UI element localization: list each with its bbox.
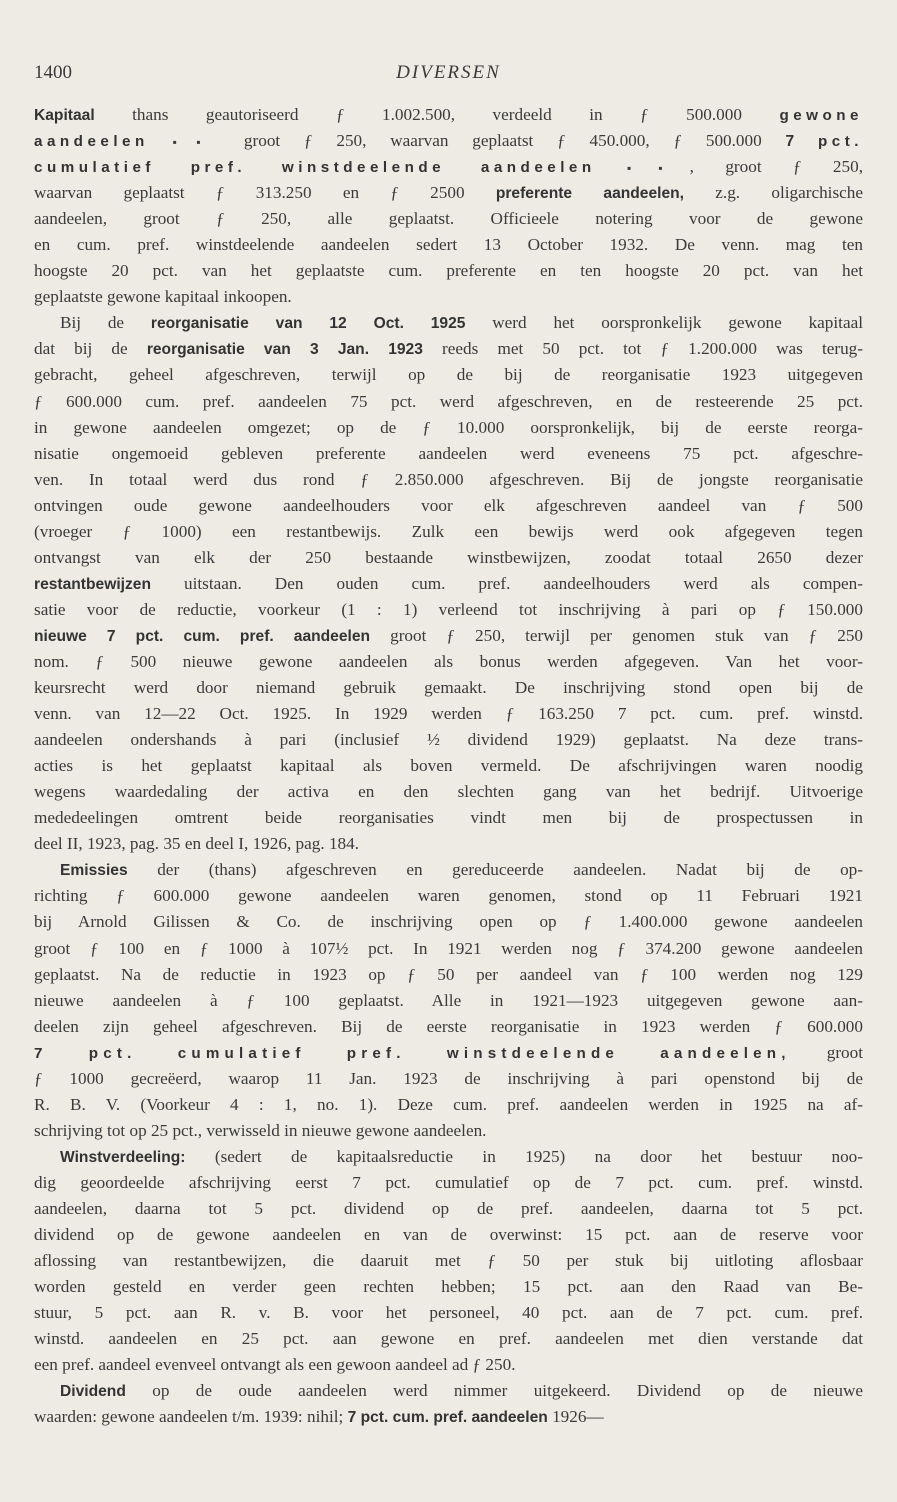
text-line xyxy=(34,1066,863,1092)
text-run: ontvangst van elk der 250 bestaande winstbewijzen, zoodat totaal 2650 dezer xyxy=(34,547,863,567)
bold-term: nieuwe 7 pct. cum. pref. aandeelen xyxy=(34,627,371,645)
text-line xyxy=(34,805,863,831)
text-run: hoogste 20 pct. van het geplaatste cum. preferente en ten hoogste 20 pct. van het xyxy=(34,261,863,281)
text-line xyxy=(34,1378,863,1404)
text-run: ontvingen oude gewone aandeelhouders voor elk afgeschreven aandeel van ƒ 500 xyxy=(34,495,863,515)
text-line xyxy=(34,701,863,727)
text-line xyxy=(34,571,863,597)
bold-term: reorganisatie van 12 Oct. 1925 xyxy=(150,315,466,333)
text-run: keursrecht werd door niemand gebruik gemaakt. De inschrijving stond open bij de xyxy=(34,678,863,698)
text-run: dig geoordeelde afschrijving eerst 7 pct. cumulatief op de 7 pct. cum. pref. winstd. xyxy=(34,1172,863,1192)
text-run: nom. ƒ 500 nieuwe gewone aandeelen als bonus werden afgegeven. Van het voor- xyxy=(34,651,863,671)
text-run: (sedert de kapitaalsreductie in 1925) na door het bestuur noo- xyxy=(185,1146,863,1166)
bold-term: Dividend xyxy=(60,1383,126,1401)
text-run xyxy=(794,131,818,150)
text-line xyxy=(34,284,863,310)
text-run xyxy=(149,131,173,150)
text-line xyxy=(34,1352,863,1378)
text-run: nisatie ongemoeid gebleven preferente aandeelen werd eveneens 75 pct. afgeschre- xyxy=(34,443,863,463)
square-marker: ▪▪ xyxy=(172,135,221,150)
text-run: een pref. aandeel evenveel ontvangt als een gewoon aandeel ad ƒ 250. xyxy=(34,1355,516,1375)
text-run: der (thans) afgeschreven en gereduceerde aandeelen. Nadat bij de op- xyxy=(127,860,863,880)
text-run: 1926— xyxy=(547,1407,604,1427)
text-line xyxy=(34,1092,863,1118)
text-line xyxy=(34,336,863,362)
text-run: (vroeger ƒ 1000) een restantbewijs. Zulk een bewijs werd ook afgegeven tegen xyxy=(34,521,863,541)
bold-term: 7 xyxy=(785,133,795,151)
bold-term: reorganisatie van 3 Jan. 1923 xyxy=(146,341,423,359)
text-line xyxy=(34,467,863,493)
text-run: ƒ 600.000 cum. pref. aandeelen 75 pct. werd afgeschreven, en de resteerende 25 pct. xyxy=(34,391,863,411)
bold-term: 7 pct. cum. pref. aandeelen xyxy=(347,1409,548,1427)
text-run: groot ƒ 100 en ƒ 1000 à 107½ pct. In 1921 werden nog ƒ 374.200 gewone aandeelen xyxy=(34,938,863,958)
text-line xyxy=(34,154,863,180)
text-line xyxy=(34,206,863,232)
text-line xyxy=(34,675,863,701)
text-run: aandeelen, groot ƒ 250, alle geplaatst. Officieele notering voor de gewone xyxy=(34,209,863,229)
text-line xyxy=(34,1300,863,1326)
text-run: deelen zijn geheel afgeschreven. Bij de eerste reorganisatie in 1923 werden ƒ 600.000 xyxy=(34,1016,863,1036)
text-run: geplaatste gewone kapitaal inkoopen. xyxy=(34,287,292,307)
text-line xyxy=(34,441,863,467)
spaced-term: pct. xyxy=(818,133,863,151)
text-line xyxy=(34,1222,863,1248)
text-run: schrijving tot op 25 pct., verwisseld in nieuwe gewone aandeelen. xyxy=(34,1120,487,1140)
text-run: satie voor de reductie, voorkeur (1 : 1) verleend tot inschrijving à pari op ƒ 150.000 xyxy=(34,599,863,619)
text-line xyxy=(34,258,863,284)
text-run: gebracht, geheel afgeschreven, terwijl op de bij de reorganisatie 1923 uitgegeven xyxy=(34,365,863,385)
running-title: DIVERSEN xyxy=(396,62,501,83)
text-run: op de oude aandeelen werd nimmer uitgekeerd. Dividend op de nieuwe xyxy=(125,1381,863,1401)
square-marker: ▪▪ xyxy=(627,161,690,176)
text-line xyxy=(34,1326,863,1352)
text-run: mededeelingen omtrent beide reorganisaties vindt men bij de prospectussen in xyxy=(34,808,863,828)
text-run: ven. In totaal werd dus rond ƒ 2.850.000 afgeschreven. Bij de jongste reorganisatie xyxy=(34,469,863,489)
text-line xyxy=(34,649,863,675)
text-run: wegens waardedaling der activa en den slechten gang van het bedrijf. Uitvoerige xyxy=(34,782,863,802)
text-run: nieuwe aandeelen à ƒ 100 geplaatst. Alle in 1921—1923 uitgegeven gewone aan- xyxy=(34,990,863,1010)
text-run: aandeelen ondershands à pari (inclusief ½ dividend 1929) geplaatst. Na deze trans- xyxy=(34,730,863,750)
text-run: z.g. oligarchische xyxy=(684,183,863,203)
text-run: werd het oorspronkelijk gewone kapitaal xyxy=(465,313,863,333)
text-line xyxy=(34,545,863,571)
text-run: groot ƒ 250, terwijl per genomen stuk van ƒ 250 xyxy=(370,625,863,645)
text-run: deel II, 1923, pag. 35 en deel I, 1926, pag. 184. xyxy=(34,834,360,854)
text-line xyxy=(34,597,863,623)
text-line xyxy=(34,727,863,753)
text-line xyxy=(34,1144,863,1170)
text-run: ƒ 1000 gecreëerd, waarop 11 Jan. 1923 de inschrijving à pari openstond bij de xyxy=(34,1068,863,1088)
bold-term: preferente aandeelen, xyxy=(495,185,684,203)
text-run: venn. van 12—22 Oct. 1925. In 1929 werden ƒ 163.250 7 pct. cum. pref. winstd. xyxy=(34,704,863,724)
text-line xyxy=(34,857,863,883)
text-run: aandeelen, daarna tot 5 pct. dividend op de pref. aandeelen, daarna tot 5 pct. xyxy=(34,1198,863,1218)
text-line xyxy=(34,362,863,388)
text-run: richting ƒ 600.000 gewone aandeelen waren genomen, stond op 11 Februari 1921 xyxy=(34,886,863,906)
text-run: waarden: gewone aandeelen t/m. 1939: nihil; xyxy=(34,1407,348,1427)
text-line xyxy=(34,909,863,935)
text-run: thans geautoriseerd ƒ 1.002.500, verdeeld in ƒ 500.000 xyxy=(94,105,780,124)
spaced-term: 7 pct. cumulatief pref. winstdeelende aandeelen, xyxy=(34,1044,791,1062)
text-run: groot xyxy=(790,1042,863,1062)
text-line xyxy=(34,936,863,962)
text-line xyxy=(34,1014,863,1040)
text-run: winstd. aandeelen en 25 pct. aan gewone en pref. aandeelen met dien verstande dat xyxy=(34,1329,863,1349)
text-line xyxy=(34,753,863,779)
text-run xyxy=(596,157,627,176)
text-run: reeds met 50 pct. tot ƒ 1.200.000 was terug- xyxy=(422,339,863,359)
text-line xyxy=(34,415,863,441)
text-line xyxy=(34,1274,863,1300)
bold-term: Emissies xyxy=(60,862,128,880)
bold-term: Kapitaal xyxy=(34,107,95,124)
page-header xyxy=(34,62,863,88)
text-line xyxy=(34,389,863,415)
body-text xyxy=(34,102,863,1430)
text-line xyxy=(34,180,863,206)
text-line xyxy=(34,493,863,519)
text-run: geplaatst. Na de reductie in 1923 op ƒ 50 per aandeel van ƒ 100 werden nog 129 xyxy=(34,964,863,984)
text-run: dat bij de xyxy=(34,339,147,359)
text-run: groot ƒ 250, waarvan geplaatst ƒ 450.000, ƒ 500.000 xyxy=(220,131,786,151)
text-line xyxy=(34,232,863,258)
text-run: uitstaan. Den ouden cum. pref. aandeelhouders werd als compen- xyxy=(150,573,863,593)
text-run: worden gesteld en verder geen rechten hebben; 15 pct. aan den Raad van Be- xyxy=(34,1277,863,1297)
text-run: stuur, 5 pct. aan R. v. B. voor het personeel, 40 pct. aan de 7 pct. cum. pref. xyxy=(34,1303,863,1323)
text-line xyxy=(34,102,863,128)
text-line xyxy=(34,831,863,857)
text-line xyxy=(34,310,863,336)
spaced-term: cumulatief pref. winstdeelende aandeelen xyxy=(34,159,596,177)
text-line xyxy=(34,128,863,154)
spaced-term: aandeelen xyxy=(34,133,149,151)
text-run: en cum. pref. winstdeelende aandeelen sedert 13 October 1932. De venn. mag ten xyxy=(34,235,863,255)
text-line xyxy=(34,779,863,805)
text-run: aflossing van restantbewijzen, die daaruit met ƒ 50 per stuk bij uitloting aflosbaar xyxy=(34,1251,863,1271)
text-run: bij Arnold Gilissen & Co. de inschrijving open op ƒ 1.400.000 gewone aandeelen xyxy=(34,912,863,932)
text-line xyxy=(34,1404,863,1430)
text-run: waarvan geplaatst ƒ 313.250 en ƒ 2500 xyxy=(34,183,496,203)
text-line xyxy=(34,1196,863,1222)
text-line xyxy=(34,1118,863,1144)
text-line xyxy=(34,519,863,545)
text-line xyxy=(34,883,863,909)
text-run: acties is het geplaatst kapitaal als boven vermeld. De afschrijvingen waren noodig xyxy=(34,756,863,776)
bold-term: restantbewijzen xyxy=(34,575,151,593)
page-number: 1400 xyxy=(34,62,72,83)
text-line xyxy=(34,988,863,1014)
text-run: dividend op de gewone aandeelen en van de overwinst: 15 pct. aan de reserve voor xyxy=(34,1225,863,1245)
bold-term: Winstverdeeling: xyxy=(60,1148,186,1166)
text-line xyxy=(34,1248,863,1274)
text-line xyxy=(34,1170,863,1196)
text-line xyxy=(34,962,863,988)
text-run: Bij de xyxy=(60,313,151,333)
spaced-term: gewone xyxy=(779,107,863,124)
text-run: , groot ƒ 250, xyxy=(689,157,863,177)
text-line xyxy=(34,623,863,649)
text-run: in gewone aandeelen omgezet; op de ƒ 10.000 oorspronkelijk, bij de eerste reorga- xyxy=(34,417,863,437)
text-line xyxy=(34,1040,863,1066)
text-run: R. B. V. (Voorkeur 4 : 1, no. 1). Deze cum. pref. aandeelen werden in 1925 na af- xyxy=(34,1094,863,1114)
